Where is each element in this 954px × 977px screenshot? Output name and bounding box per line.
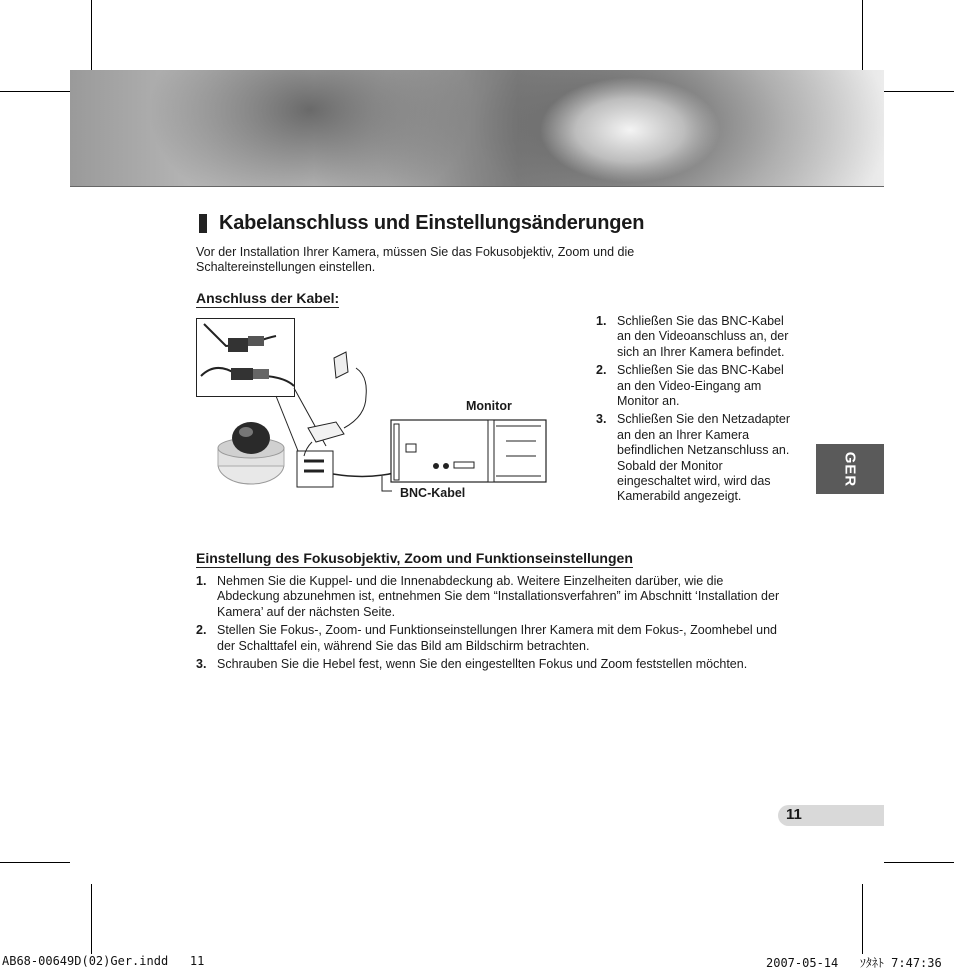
step-number: 1. [596, 314, 607, 328]
list-item [596, 412, 796, 504]
language-tab [816, 444, 884, 494]
intro-paragraph: Vor der Installation Ihrer Kamera, müssen Sie das Fokusobjektiv, Zoom und die Schaltereinstellungen einstellen. [196, 245, 635, 274]
cable-steps-list [596, 314, 796, 508]
print-slug-timestamp: 2007-05-14 ｿﾀﾈﾄ 7:47:36 [766, 956, 942, 970]
step-number: 1. [196, 574, 207, 588]
step-text: Stellen Sie Fokus-, Zoom- und Funktionseinstellungen Ihrer Kamera mit dem Fokus-, Zoomhebel und der Schalttafel ein, während Sie das Bild am Bildschirm betrachten. [217, 623, 777, 653]
list-item [596, 314, 796, 360]
focus-steps-list [196, 574, 786, 675]
language-tab-label: GER [841, 451, 859, 487]
step-number: 3. [596, 412, 607, 427]
bnc-cable-label: BNC-Kabel [400, 486, 466, 500]
crop-mark [884, 862, 954, 863]
list-item [196, 657, 786, 672]
step-number: 3. [196, 657, 207, 672]
connection-diagram-illustration [196, 316, 556, 516]
list-item [196, 574, 786, 620]
crop-mark [0, 91, 70, 92]
list-item [196, 623, 786, 654]
connection-diagram [196, 316, 556, 516]
page-title-row [196, 212, 644, 235]
section-heading-focus: Einstellung des Fokusobjektiv, Zoom und Funktionseinstellungen [196, 550, 633, 566]
header-banner-image [70, 70, 884, 187]
page-number: 11 [786, 806, 802, 823]
step-number: 2. [596, 363, 607, 378]
step-text: Nehmen Sie die Kuppel- und die Innenabdeckung ab. Weitere Einzelheiten darüber, wie die Abdeckung abzunehmen ist, entnehmen Sie dem “Installationsverfahren” im Abschnitt ‘Installation der Kamera’ auf der nächsten Seite. [217, 574, 780, 619]
section-heading-cables: Anschluss der Kabel: [196, 290, 340, 306]
step-text: Schließen Sie den Netzadapter an den an Ihrer Kamera befindlichen Netzanschluss an. Sobald der Monitor eingeschaltet wird, wird das Kamerabild angezeigt. [617, 412, 791, 504]
step-text: Schrauben Sie die Hebel fest, wenn Sie den eingestellten Fokus und Zoom feststellen möchten. [217, 657, 748, 672]
page-title: Kabelanschluss und Einstellungsänderungen [219, 212, 645, 234]
step-number: 2. [196, 623, 207, 638]
crop-mark [862, 884, 863, 954]
crop-mark [0, 862, 70, 863]
crop-mark [91, 884, 92, 954]
monitor-label: Monitor [466, 399, 512, 413]
crop-mark [884, 91, 954, 92]
title-marker [196, 214, 207, 233]
list-item [596, 363, 796, 409]
print-slug-file: AB68-00649D(02)Ger.indd 11 [2, 954, 205, 968]
crop-mark [91, 0, 92, 70]
step-text: Schließen Sie das BNC-Kabel an den Videoanschluss an, der sich an Ihrer Kamera befindet. [617, 314, 789, 359]
crop-mark [862, 0, 863, 70]
step-text: Schließen Sie das BNC-Kabel an den Video-Eingang am Monitor an. [617, 363, 784, 409]
